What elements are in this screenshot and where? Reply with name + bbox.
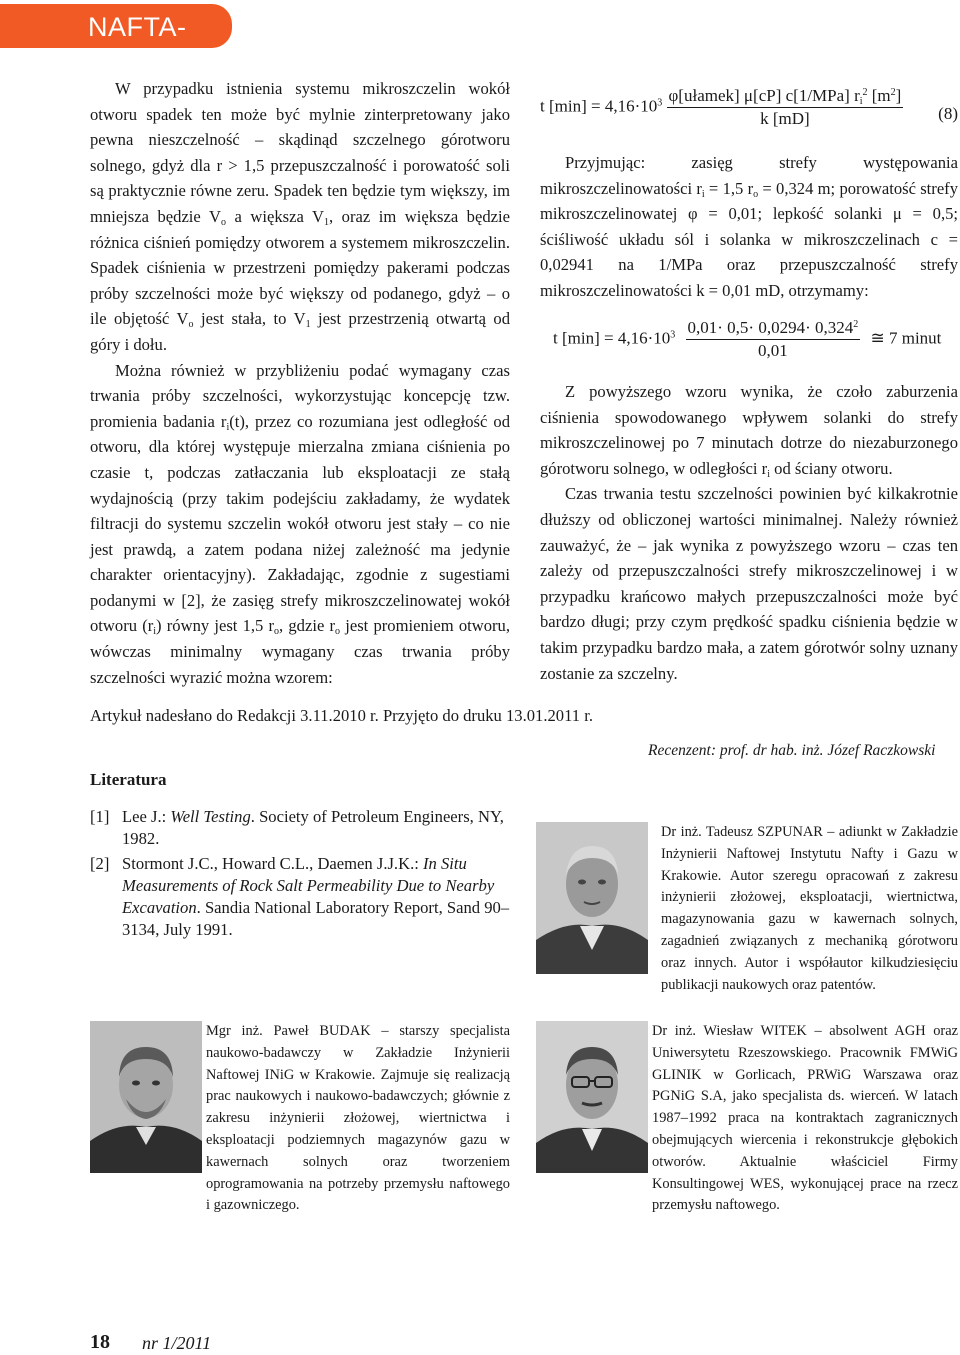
paragraph-5: Czas trwania testu szczelności powinien być kilkakrotnie dłuższy od obliczonej wartości minimalnej. Należy również zauważyć, że – jak wynika z powyższego wzoru – czas ten zależy od przepuszczalności strefy mikroszczelinowej i w przypadku krańcowo małych przepuszczalności może być bardzo długi; przy czym prędkość spadku ciśnienia będzie w takim przypadku bardzo mała, a zatem górotwór solny uznany zostanie za szczelny. — [540, 484, 958, 683]
equation-number: (8) — [938, 104, 958, 123]
paragraph-2: Można również w przybliżeniu podać wymagany czas trwania próby szczelności, wykorzystując koncepcję tzw. promienia badania $r_i(t)$, przez co rozumiana jest odległość od otworu, dla której występuje mierzalna zmiana ciśnienia po czasie t, podczas zatłaczania lub eksploatacji ze stałą wydajnością (przy takim podejściu zakładamy, że wydatek filtracji do systemu szczelin wokół otworu jest stały – co nie jest prawdą, a zatem podana niżej zależność ma jedynie charakter orientacyjny). Zakładając, zgodnie z sugestiami podanymi w [2], że zasięg strefy mikroszczelinowatej wokół otworu $(r_i)$ równy jest 1,5 $r_o$, gdzie $r_o$ jest promieniem otworu, wówczas minimalny wymagany czas trwania próby szczelności wyrazić można wzorem: — [90, 360, 510, 687]
paragraph-4: Z powyższego wzoru wynika, że czoło zaburzenia ciśnienia spowodowanego wpływem solanki do strefy mikroszczelinowej po 7 minutach dotrze do niezaburzonego górotworu solnego, w odległości $r_i$ od ściany otworu. — [540, 382, 958, 480]
right-column-text-1 — [540, 150, 958, 304]
right-column-text-2 — [540, 379, 958, 686]
author-bio-szpunar: Dr inż. Tadeusz SZPUNAR – adiunkt w Zakładzie Inżynierii Naftowej Instytutu Nafty i Gazu w Krakowie. Autor szeregu opracowań z zakresu inżynierii złożowej, eksploatacji, wiertnictwa, magazynowania gazu w kawernach solnych, zagadnień związanych z mechaniką górotworu oraz innych. Autor i współautor kilkudziesięciu publikacji naukowych oraz patentów. — [661, 824, 958, 993]
article-dates-note: Artykuł nadesłano do Redakcji 3.11.2010 r. Przyjęto do druku 13.01.2011 r. — [90, 706, 593, 725]
author-photo-szpunar — [536, 822, 648, 974]
reference-item: [1] Lee J.: Well Testing. Society of Petroleum Engineers, NY, 1982. — [90, 807, 504, 848]
author-photo-witek — [536, 1021, 648, 1173]
author-photo-budak — [90, 1021, 202, 1173]
reviewer-note: Recenzent: prof. dr hab. inż. Józef Raczkowski — [648, 742, 936, 759]
page-number: 18 — [90, 1331, 110, 1353]
author-bio-budak: Mgr inż. Paweł BUDAK – starszy specjalista naukowo-badawczy w Zakładzie Inżynierii Naftowej INiG w Krakowie. Zajmuje się realizacją prac naukowych i naukowo-badawczych; głównie z zakresu inżynierii złożowej, wiertnictwa i eksploatacji podziemnych magazynów gazu w kawernach solnych oraz tworzeniem oprogramowania na potrzeby przemysłu naftowego i gazowniczego. — [206, 1023, 510, 1214]
journal-header-tab — [0, 4, 232, 88]
equation-9: t $[\min] = 4,16\cdot 10^3$ $\frac{0,01\cdot 0,5\cdot 0,0294\cdot 0,324^2}{0,01}$ ≅ 7 minut — [553, 318, 942, 360]
left-column — [90, 76, 510, 690]
issue-number: nr 1/2011 — [142, 1333, 212, 1353]
journal-name: NAFTA-GAZ — [88, 12, 187, 88]
paragraph-3: Przyjmując: zasięg strefy występowania mikroszczelinowatości $r_i = 1,5$ $r_o = 0,324$ m; porowatość strefy mikroszczelinowatej φ = 0,01; lepkość solanki μ = 0,5; ściśliwość układu sól i solanka w mikroszczelinach c = 0,02941 na 1/MPa oraz przepuszczalność strefy mikroszczelinowatości k = 0,01 mD, otrzymamy: — [540, 153, 959, 300]
paragraph-1: W przypadku istnienia systemu mikroszczelin wokół otworu spadek ten może być mylnie zinterpretowany jako pewna nieszczelność – skądinąd szczelnego górotworu solnego, gdyż dla r > 1,5 przepuszczalność i porowatość soli są praktycznie równe zeru. Spadek ten będzie tym większy, im mniejsza będzie $V_o$ a większa $V_1$, oraz im większa będzie różnica ciśnień pomiędzy otworem a systemem mikroszczelin. Spadek ciśnienia w przestrzeni pomiędzy pakerami podczas próby szczelności może być większy od podanego, gdyż – o ile objętość $V_o$ jest stała, to $V_1$ jest przestrzenią otwartą od góry i dołu. — [90, 79, 510, 354]
literature-heading: Literatura — [90, 770, 167, 789]
reference-list — [90, 806, 510, 941]
author-bio-witek: Dr inż. Wiesław WITEK – absolwent AGH oraz Uniwersytetu Rzeszowskiego. Pracownik FMWiG GLINIK w Gorlicach, PRWiG Warszawa oraz PGNiG S.A, jako specjalista ds. wierceń. W latach 1987–1992 praca na kontraktach zagranicznych obejmujących wiercenia i rekonstrukcje głębokich otworów. Aktualnie właściciel Firmy Konsultingowej WES, wykonującej prace na rzecz przemysłu naftowego. — [652, 1023, 958, 1214]
reference-item: [2] Stormont J.C., Howard C.L., Daemen J.J.K.: In Situ Measurements of Rock Salt Permeability Due to Nearby Excavation. Sandia National Laboratory Report, Sand 90–3134, July 1991. — [90, 854, 510, 939]
equation-8: t $[\min] = 4,16\cdot 10^3$ $\frac{\varphi[ułamek] \mu[cP] c[1/MPa] r_i^2 [m^2]}{k [mD]}$ (8) — [540, 86, 958, 128]
